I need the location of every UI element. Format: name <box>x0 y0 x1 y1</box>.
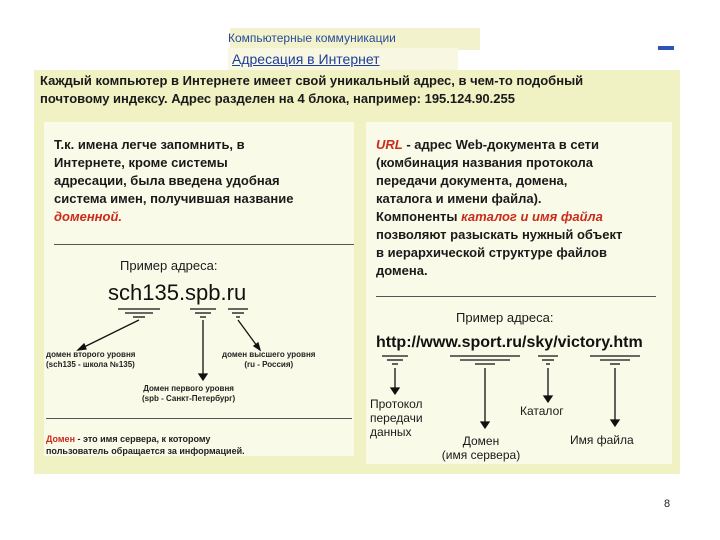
left-example-label: Пример адреса: <box>120 258 218 273</box>
url-def-line-3: передачи документа, домена, <box>376 173 568 188</box>
components-prefix: Компоненты <box>376 209 462 224</box>
filename-label: Имя файла <box>570 433 634 447</box>
components-red: каталог и имя файла <box>461 209 603 224</box>
example-url: http://www.sport.ru/sky/victory.htm <box>376 334 643 351</box>
protocol-line-2: передачи <box>370 411 423 425</box>
components-line-1: позволяют разыскать нужный объект <box>376 227 623 242</box>
slide <box>30 28 680 474</box>
left-para-red: доменной. <box>54 209 123 224</box>
url-def-line-4: каталога и имени файла). <box>376 191 542 206</box>
top-level-line-1: домен высшего уровня <box>222 350 316 359</box>
left-para-line-3: адресации, была введена удобная <box>54 173 280 188</box>
top-level-line-2: (ru - Россия) <box>244 360 294 369</box>
catalog-label: Каталог <box>520 404 564 418</box>
left-para-line-2: Интернете, кроме системы <box>54 155 228 170</box>
page-number: 8 <box>664 498 671 510</box>
domain-part-label <box>426 434 536 462</box>
domain-part-line-2: (имя сервера) <box>441 448 521 462</box>
example-domain: sch135.spb.ru <box>108 280 247 305</box>
first-level-line-2: (spb - Санкт-Петербург) <box>142 394 236 403</box>
first-level-line-1: Домен первого уровня <box>143 384 234 393</box>
protocol-line-1: Протокол <box>370 397 423 411</box>
left-para-line-4: система имен, получившая название <box>54 191 294 206</box>
protocol-line-3: данных <box>370 425 412 439</box>
domain-note-line-2: пользователь обращается за информацией. <box>46 446 245 456</box>
protocol-label <box>370 397 423 439</box>
domain-term: Домен <box>46 434 75 444</box>
left-para-line-1: Т.к. имена легче запомнить, в <box>54 137 245 152</box>
breadcrumb: Компьютерные коммуникации <box>228 31 396 45</box>
second-level-line-2: (sch135 - школа №135) <box>46 360 135 369</box>
domain-part-line-1: Домен <box>462 434 500 448</box>
url-term: URL <box>376 137 403 152</box>
url-def-line-2: (комбинация названия протокола <box>376 155 593 170</box>
second-level-line-1: домен второго уровня <box>46 350 136 359</box>
domain-note-line-1: - это имя сервера, к которому <box>75 434 211 444</box>
intro-line-2: почтовому индексу. Адрес разделен на 4 блока, например: 195.124.90.255 <box>40 91 515 106</box>
url-annotation-lines <box>30 28 680 474</box>
components-line-2: в иерархической структуре файлов <box>376 245 607 260</box>
slide-title: Адресация в Интернет <box>232 51 380 67</box>
right-example-label: Пример адреса: <box>456 310 554 325</box>
url-def-line-1: - адрес Web-документа в сети <box>402 137 600 152</box>
components-line-3: домена. <box>376 263 428 278</box>
intro-line-1: Каждый компьютер в Интернете имеет свой уникальный адрес, в чем-то подобный <box>40 73 584 88</box>
